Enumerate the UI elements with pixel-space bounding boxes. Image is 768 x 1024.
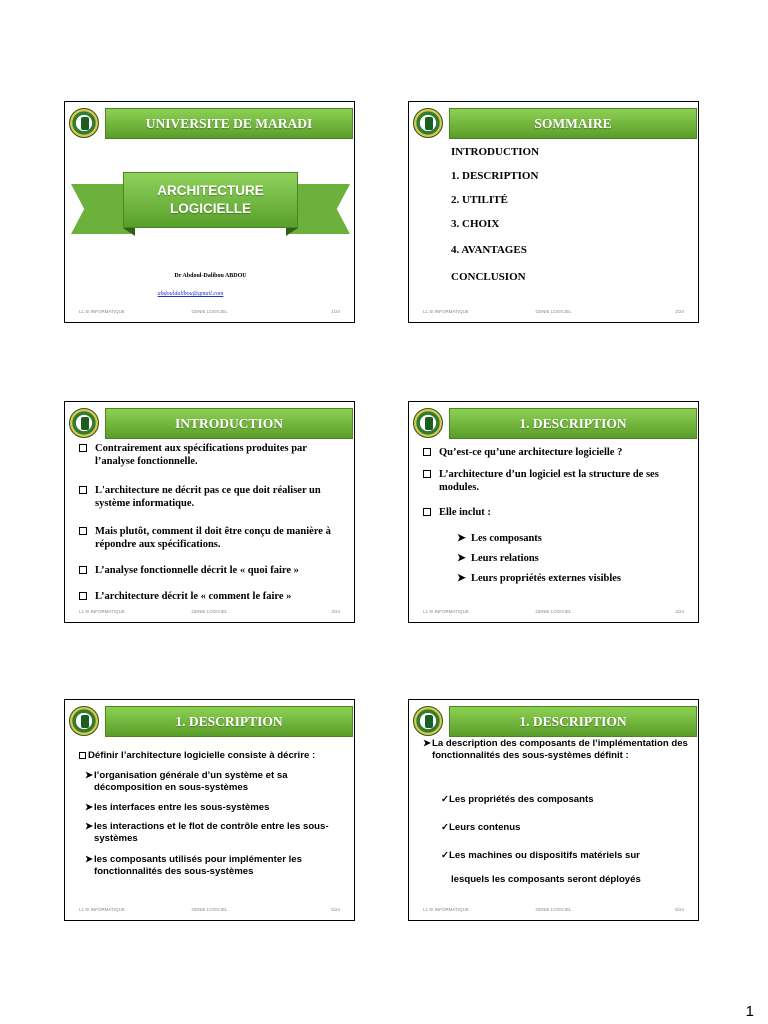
author-name: Dr Abdoul-Dalibou ABDOU: [174, 273, 247, 279]
check-item: [441, 822, 520, 833]
university-logo: [413, 108, 443, 138]
author-email-link[interactable]: abdouldalibou@gmail.com: [157, 291, 224, 297]
slide-4: [408, 401, 699, 623]
slide-footer: [65, 609, 354, 619]
slide-footer: [409, 907, 698, 917]
bullet-text: L’architecture d’un logiciel est la structure de ses modules.: [439, 469, 659, 494]
footer-course-name: GENIE LOGICIEL: [191, 309, 228, 314]
bullet-item: [79, 484, 349, 510]
check-item-text: Leurs contenus: [449, 822, 521, 833]
bullet-item: [85, 770, 347, 795]
ribbon-tail-left: [71, 184, 131, 234]
toc-item: CONCLUSION: [451, 271, 526, 283]
bullet-item: [85, 802, 347, 814]
toc-item: 1. DESCRIPTION: [451, 170, 539, 182]
footer-page-number: 1/24: [331, 309, 340, 314]
toc-item: 2. UTILITÉ: [451, 194, 508, 206]
toc-item: INTRODUCTION: [451, 146, 540, 158]
slide-footer: [409, 609, 698, 619]
intro-text: Définir l’architecture logicielle consiste à décrire :: [88, 750, 316, 761]
sub-bullet-item: [457, 532, 542, 544]
footer-course-name: GENIE LOGICIEL: [535, 907, 572, 912]
footer-course-name: GENIE LOGICIEL: [191, 907, 228, 912]
arrow-bullet-icon: ➤: [457, 573, 466, 584]
bullet-text: L’architecture décrit le « comment le faire »: [95, 591, 292, 602]
footer-course-level: L1 SI INFORMATIQUE: [423, 907, 469, 912]
bullet-item: [85, 854, 347, 879]
bullet-item: [79, 525, 349, 551]
bullet-text: les composants utilisés pour implémenter les fonctionnalités des sous-systèmes: [94, 854, 302, 878]
bullet-text: les interactions et le flot de contrôle entre les sous-systèmes: [94, 821, 329, 845]
arrow-bullet-icon: ➤: [85, 802, 94, 813]
bullet-item: [423, 506, 693, 519]
ribbon-title-line-2: LOGICIELLE: [170, 201, 251, 216]
footer-course-name: GENIE LOGICIEL: [535, 309, 572, 314]
arrow-bullet-icon: ➤: [85, 770, 94, 781]
checkbox-bullet-icon: [423, 508, 431, 516]
footer-page-number: 2/24: [675, 309, 684, 314]
title-ribbon: [71, 172, 350, 256]
checkbox-bullet-icon: [79, 566, 87, 574]
arrow-bullet-icon: ➤: [85, 854, 94, 865]
checkmark-icon: ✓: [441, 794, 450, 805]
sub-bullet-text: Les composants: [471, 533, 542, 544]
footer-course-name: GENIE LOGICIEL: [191, 609, 228, 614]
checkbox-bullet-icon: [423, 448, 431, 456]
bullet-text: L’analyse fonctionnelle décrit le « quoi faire »: [95, 565, 299, 576]
university-logo: [413, 408, 443, 438]
arrow-bullet-icon: ➤: [457, 533, 466, 544]
bullet-text: Qu’est-ce qu’une architecture logicielle ?: [439, 447, 623, 458]
arrow-bullet-icon: ➤: [85, 821, 94, 832]
toc-item: 3. CHOIX: [451, 218, 500, 230]
university-logo: [69, 408, 99, 438]
bullet-item: [85, 821, 347, 846]
bullet-text: Contrairement aux spécifications produites par l’analyse fonctionnelle.: [95, 443, 307, 468]
university-logo: [69, 706, 99, 736]
slide-title-banner: 1. DESCRIPTION: [105, 706, 353, 737]
bullet-item: [423, 468, 693, 494]
slide-footer: [65, 309, 354, 319]
ribbon-title-line-1: ARCHITECTURE: [157, 183, 264, 199]
bullet-text: les interfaces entre les sous-systèmes: [94, 802, 270, 813]
slide-title-banner: 1. DESCRIPTION: [449, 706, 697, 737]
check-item: [441, 850, 640, 861]
bullet-text: Elle inclut :: [439, 507, 491, 518]
footer-course-level: L1 SI INFORMATIQUE: [79, 309, 125, 314]
sub-bullet-item: [457, 572, 621, 584]
bullet-item: [79, 590, 349, 603]
handout-page-number: 1: [745, 1003, 754, 1020]
bullet-text: Mais plutôt, comment il doit être conçu de manière à répondre aux spécifications.: [95, 526, 331, 551]
footer-page-number: 3/24: [331, 609, 340, 614]
checkbox-bullet-icon: [79, 444, 87, 452]
toc-item: 4. AVANTAGES: [451, 244, 527, 256]
footer-page-number: 5/24: [331, 907, 340, 912]
checkbox-bullet-icon: [79, 527, 87, 535]
intro-item: [423, 738, 695, 763]
bullet-item: [423, 446, 693, 459]
checkbox-bullet-icon: [79, 486, 87, 494]
footer-page-number: 6/24: [675, 907, 684, 912]
slide-title-banner: SOMMAIRE: [449, 108, 697, 139]
arrow-bullet-icon: ➤: [457, 553, 466, 564]
ribbon-title: [123, 172, 298, 228]
intro-item: [79, 750, 341, 762]
checkmark-icon: ✓: [441, 850, 450, 861]
bullet-item: [79, 564, 349, 577]
checkbox-bullet-icon: [79, 592, 87, 600]
footer-page-number: 4/24: [675, 609, 684, 614]
slide-2: [408, 101, 699, 323]
footer-course-level: L1 SI INFORMATIQUE: [79, 609, 125, 614]
slide-6: [408, 699, 699, 921]
slide-footer: [65, 907, 354, 917]
checkbox-bullet-icon: [79, 752, 86, 759]
slide-1: [64, 101, 355, 323]
footer-course-name: GENIE LOGICIEL: [535, 609, 572, 614]
slide-title-banner: UNIVERSITE DE MARADI: [105, 108, 353, 139]
arrow-bullet-icon: ➤: [423, 738, 432, 749]
check-item-continuation: lesquels les composants seront déployés: [451, 874, 641, 885]
intro-text: La description des composants de l’implémentation des fonctionnalités des sous-systèmes définit :: [432, 738, 688, 762]
footer-course-level: L1 SI INFORMATIQUE: [423, 609, 469, 614]
sub-bullet-item: [457, 552, 539, 564]
university-logo: [413, 706, 443, 736]
check-item-text: Les propriétés des composants: [449, 794, 594, 805]
check-item-text: Les machines ou dispositifs matériels sur: [449, 850, 640, 861]
slide-3: [64, 401, 355, 623]
bullet-text: l’organisation générale d’un système et sa décomposition en sous-systèmes: [94, 770, 288, 794]
footer-course-level: L1 SI INFORMATIQUE: [423, 309, 469, 314]
checkmark-icon: ✓: [441, 822, 450, 833]
university-logo: [69, 108, 99, 138]
footer-course-level: L1 SI INFORMATIQUE: [79, 907, 125, 912]
check-item: [441, 794, 594, 805]
bullet-text: L'architecture ne décrit pas ce que doit réaliser un système informatique.: [95, 485, 321, 510]
bullet-item: [79, 442, 349, 468]
slide-title-banner: 1. DESCRIPTION: [449, 408, 697, 439]
slide-5: [64, 699, 355, 921]
slide-title-banner: INTRODUCTION: [105, 408, 353, 439]
ribbon-tail-right: [290, 184, 350, 234]
sub-bullet-text: Leurs relations: [471, 553, 539, 564]
slide-footer: [409, 309, 698, 319]
checkbox-bullet-icon: [423, 470, 431, 478]
sub-bullet-text: Leurs propriétés externes visibles: [471, 573, 621, 584]
